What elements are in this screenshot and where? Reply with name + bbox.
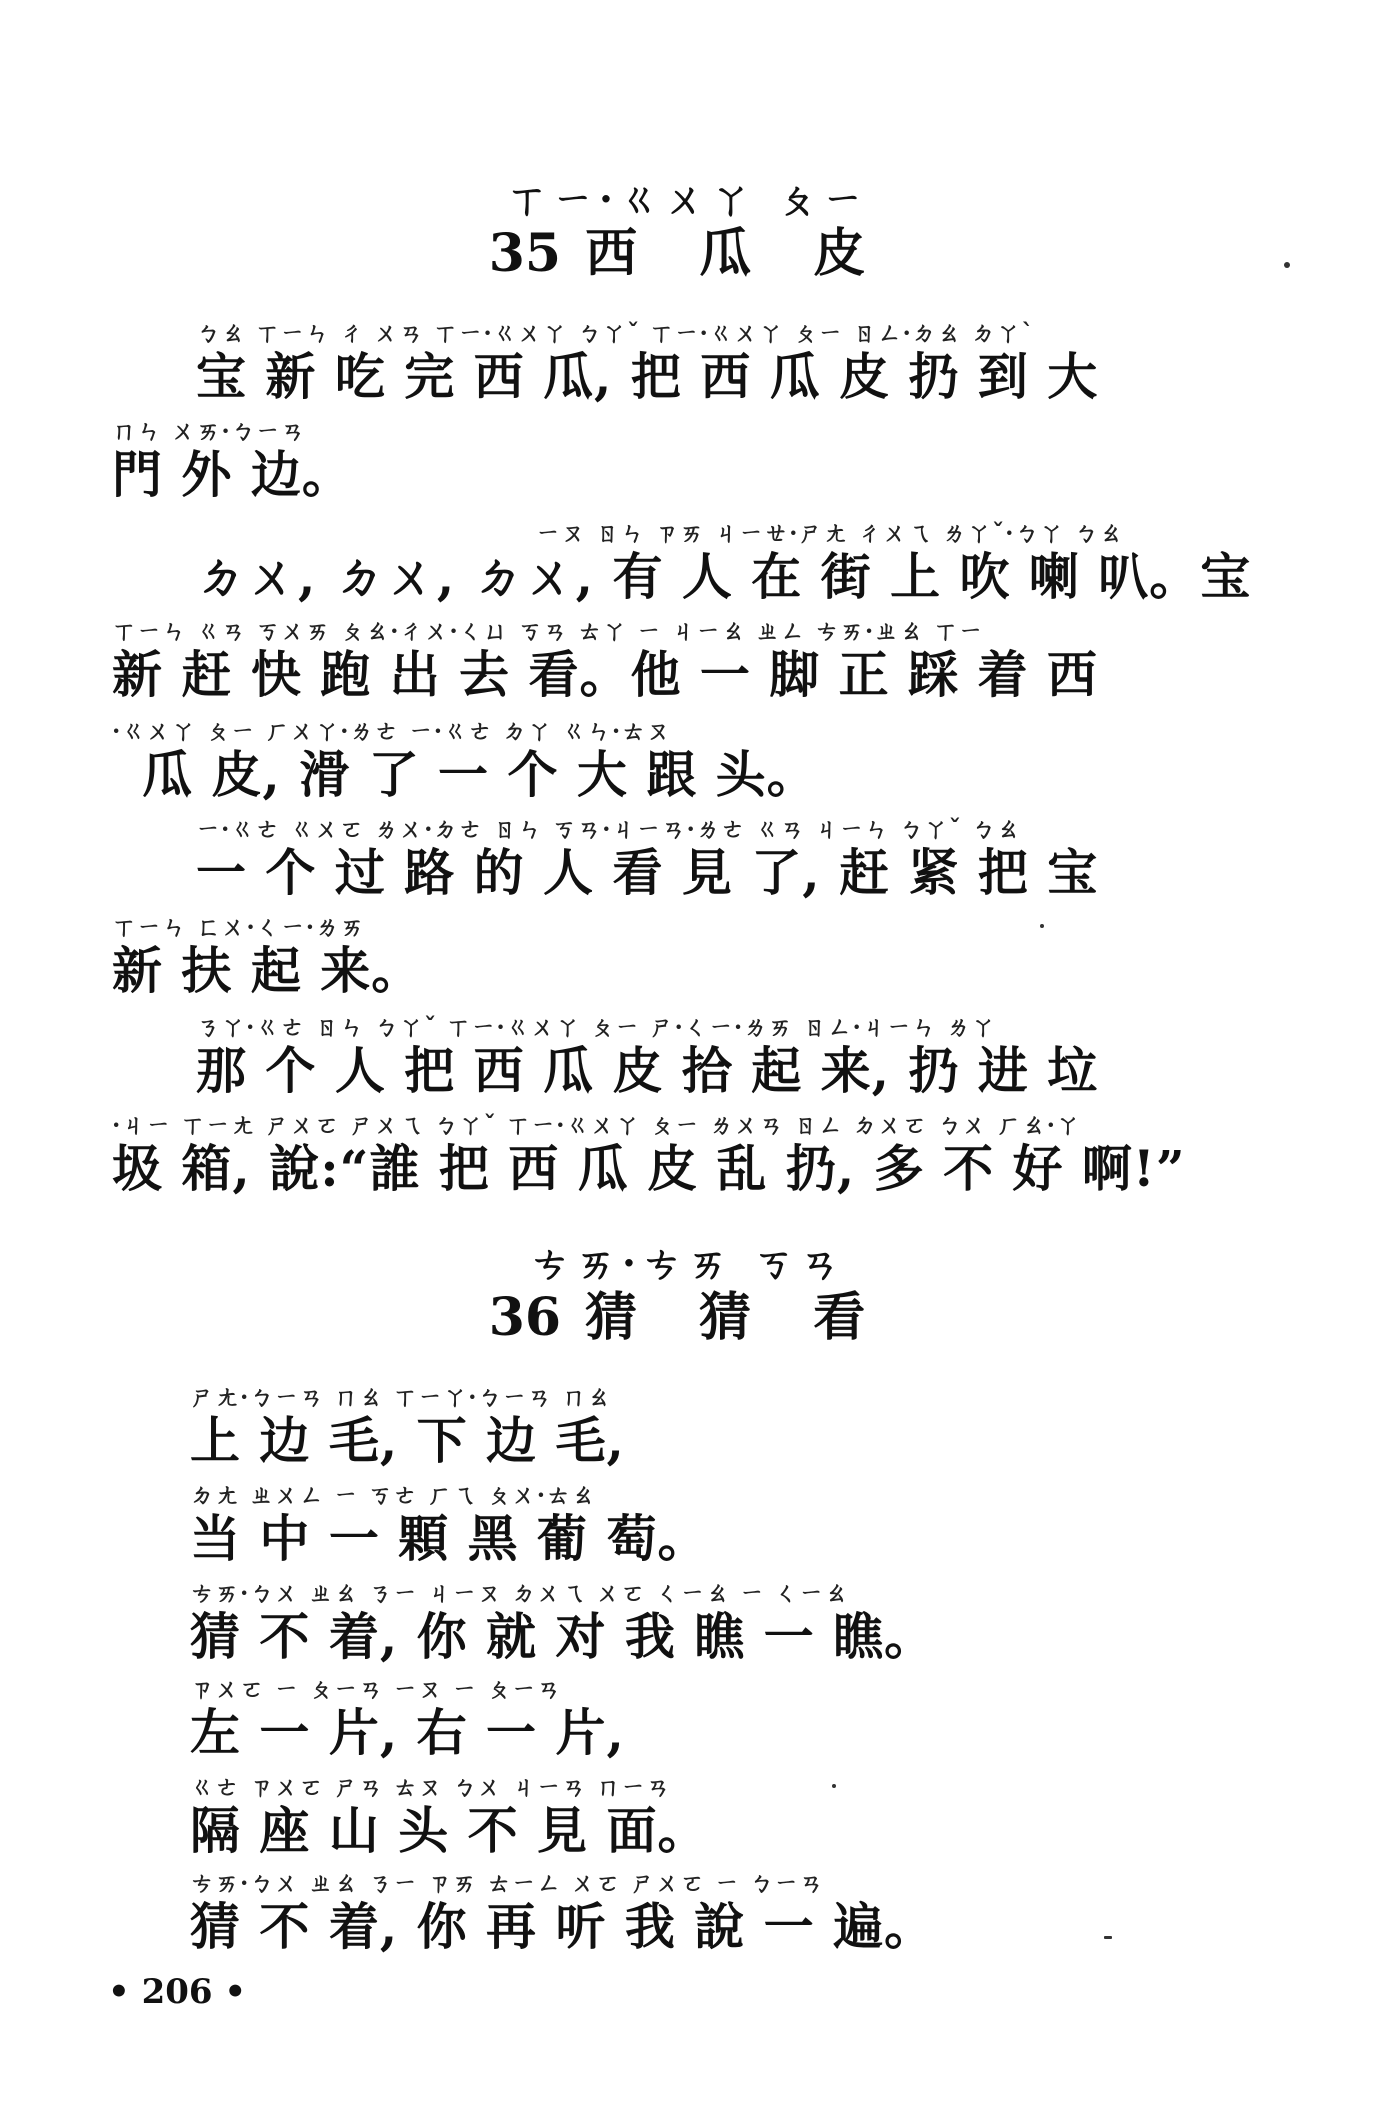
story-36-line-5-text: 隔 座 山 头 不 見 面。 xyxy=(190,1801,709,1860)
story-36-line-1-zhuyin: ㄕㄤ·ㄅㄧㄢ ㄇㄠ ㄒㄧㄚ·ㄅㄧㄢ ㄇㄠ xyxy=(190,1382,612,1411)
story-36-line-4-text: 左 一 片, 右 一 片, xyxy=(190,1703,625,1762)
story-35-title-zhuyin: ㄒㄧ·ㄍㄨㄚ ㄆㄧ xyxy=(507,176,869,223)
story-35-title-block xyxy=(0,176,1376,284)
story-35-line-5 xyxy=(112,716,818,804)
story-35-line-2-zhuyin: ㄇㄣ ㄨㄞ·ㄅㄧㄢ xyxy=(112,416,306,445)
story-35-line-9-text: 圾 箱, 說:“誰 把 西 瓜 皮 乱 扔, 多 不 好 啊!” xyxy=(112,1139,1186,1198)
story-36-title xyxy=(0,1288,1376,1348)
story-35-line-1 xyxy=(196,318,1098,406)
story-35-line-4-text: 新 赶 快 跑 出 去 看。他 一 脚 正 踩 着 西 xyxy=(112,645,1098,704)
story-36-line-2-zhuyin: ㄉㄤ ㄓㄨㄥ ㄧ ㄎㄜ ㄏㄟ ㄆㄨ·ㄊㄠ xyxy=(190,1480,597,1509)
story-35-line-9-zhuyin: ·ㄐㄧ ㄒㄧㄤ ㄕㄨㄛ ㄕㄨㄟ ㄅㄚˇ ㄒㄧ·ㄍㄨㄚ ㄆㄧ ㄌㄨㄢ ㄖㄥ ㄉㄨㄛ ㄅㄨ ㄏㄠ·ㄚ xyxy=(112,1110,1081,1139)
print-speck xyxy=(1040,924,1044,928)
story-35-line-1-zhuyin: ㄅㄠ ㄒㄧㄣ ㄔ ㄨㄢ ㄒㄧ·ㄍㄨㄚ ㄅㄚˇ ㄒㄧ·ㄍㄨㄚ ㄆㄧ ㄖㄥ·ㄉㄠ ㄉㄚˋ xyxy=(196,318,1035,347)
story-35-line-9 xyxy=(112,1110,1186,1198)
story-36-line-3-text: 猜 不 着, 你 就 对 我 瞧 一 瞧。 xyxy=(190,1607,936,1666)
story-35-line-6 xyxy=(196,814,1098,902)
print-speck xyxy=(1284,262,1290,268)
story-35-title-text: 西 瓜 皮 xyxy=(585,223,888,284)
story-36-line-4-zhuyin: ㄗㄨㄛ ㄧ ㄆㄧㄢ ㄧㄡ ㄧ ㄆㄧㄢ xyxy=(190,1674,562,1703)
story-36-number: 36 xyxy=(488,1287,562,1348)
story-36-line-6 xyxy=(190,1868,935,1956)
story-36-title-text: 猜 猜 看 xyxy=(585,1287,888,1348)
story-35-line-4-zhuyin: ㄒㄧㄣ ㄍㄢ ㄎㄨㄞ ㄆㄠ·ㄔㄨ·ㄑㄩ ㄎㄢ ㄊㄚ ㄧ ㄐㄧㄠ ㄓㄥ ㄘㄞ·ㄓㄠ ㄒㄧ xyxy=(112,616,984,645)
story-36-line-6-text: 猜 不 着, 你 再 听 我 說 一 遍。 xyxy=(190,1897,936,1956)
story-35-line-3-zhuyin: ㄧㄡ ㄖㄣ ㄗㄞ ㄐㄧㄝ·ㄕㄤ ㄔㄨㄟ ㄌㄚˇ·ㄅㄚ ㄅㄠ xyxy=(536,518,1124,547)
story-36-line-5 xyxy=(190,1772,708,1860)
page-number: • 206 • xyxy=(108,1972,247,2012)
story-35-title xyxy=(0,224,1376,284)
story-35-line-3-text: ㄉㄨ, ㄉㄨ, ㄉㄨ, 有 人 在 街 上 吹 喇 叭。宝 xyxy=(196,547,1252,606)
story-35-line-8-zhuyin: ㄋㄚ·ㄍㄜ ㄖㄣ ㄅㄚˇ ㄒㄧ·ㄍㄨㄚ ㄆㄧ ㄕ·ㄑㄧ·ㄌㄞ ㄖㄥ·ㄐㄧㄣ ㄌㄚ xyxy=(196,1012,997,1041)
story-35-line-3 xyxy=(196,518,1251,606)
story-35-line-2 xyxy=(112,416,353,504)
story-35-line-7-text: 新 扶 起 来。 xyxy=(112,941,423,1000)
print-speck xyxy=(832,1784,836,1788)
story-36-line-3-zhuyin: ㄘㄞ·ㄅㄨ ㄓㄠ ㄋㄧ ㄐㄧㄡ ㄉㄨㄟ ㄨㄛ ㄑㄧㄠ ㄧ ㄑㄧㄠ xyxy=(190,1578,850,1607)
story-36-line-2 xyxy=(190,1480,708,1568)
story-36-title-block xyxy=(0,1240,1376,1348)
story-35-line-6-text: 一 个 过 路 的 人 看 見 了, 赶 紧 把 宝 xyxy=(196,843,1099,902)
story-36-title-zhuyin: ㄘㄞ·ㄘㄞ ㄎㄢ xyxy=(530,1240,846,1287)
story-35-line-8-text: 那 个 人 把 西 瓜 皮 拾 起 来, 扔 进 垃 xyxy=(196,1041,1099,1100)
story-36-line-6-zhuyin: ㄘㄞ·ㄅㄨ ㄓㄠ ㄋㄧ ㄗㄞ ㄊㄧㄥ ㄨㄛ ㄕㄨㄛ ㄧ ㄅㄧㄢ xyxy=(190,1868,825,1897)
story-36-line-4 xyxy=(190,1674,625,1762)
story-36-line-3 xyxy=(190,1578,935,1666)
story-35-line-1-text: 宝 新 吃 完 西 瓜, 把 西 瓜 皮 扔 到 大 xyxy=(196,347,1099,406)
story-35-line-5-zhuyin: ·ㄍㄨㄚ ㄆㄧ ㄏㄨㄚ·ㄌㄜ ㄧ·ㄍㄜ ㄉㄚ ㄍㄣ·ㄊㄡ xyxy=(112,716,672,745)
story-36-line-1 xyxy=(190,1382,625,1470)
story-36-line-5-zhuyin: ㄍㄜ ㄗㄨㄛ ㄕㄢ ㄊㄡ ㄅㄨ ㄐㄧㄢ ㄇㄧㄢ xyxy=(190,1772,672,1801)
print-speck xyxy=(1104,1936,1112,1939)
story-35-line-6-zhuyin: ㄧ·ㄍㄜ ㄍㄨㄛ ㄌㄨ·ㄉㄜ ㄖㄣ ㄎㄢ·ㄐㄧㄢ·ㄌㄜ ㄍㄢ ㄐㄧㄣ ㄅㄚˇ ㄅㄠ xyxy=(196,814,1022,843)
story-35-line-2-text: 門 外 边。 xyxy=(112,445,353,504)
story-35-line-7 xyxy=(112,912,422,1000)
story-35-line-4 xyxy=(112,616,1098,704)
story-36-line-1-text: 上 边 毛, 下 边 毛, xyxy=(190,1411,625,1470)
story-35-line-8 xyxy=(196,1012,1098,1100)
story-35-number: 35 xyxy=(488,223,562,284)
story-35-line-5-text: 瓜 皮, 滑 了 一 个 大 跟 头。 xyxy=(142,745,818,804)
story-35-line-7-zhuyin: ㄒㄧㄣ ㄈㄨ·ㄑㄧ·ㄌㄞ xyxy=(112,912,366,941)
story-36-line-2-text: 当 中 一 顆 黑 葡 萄。 xyxy=(190,1509,709,1568)
